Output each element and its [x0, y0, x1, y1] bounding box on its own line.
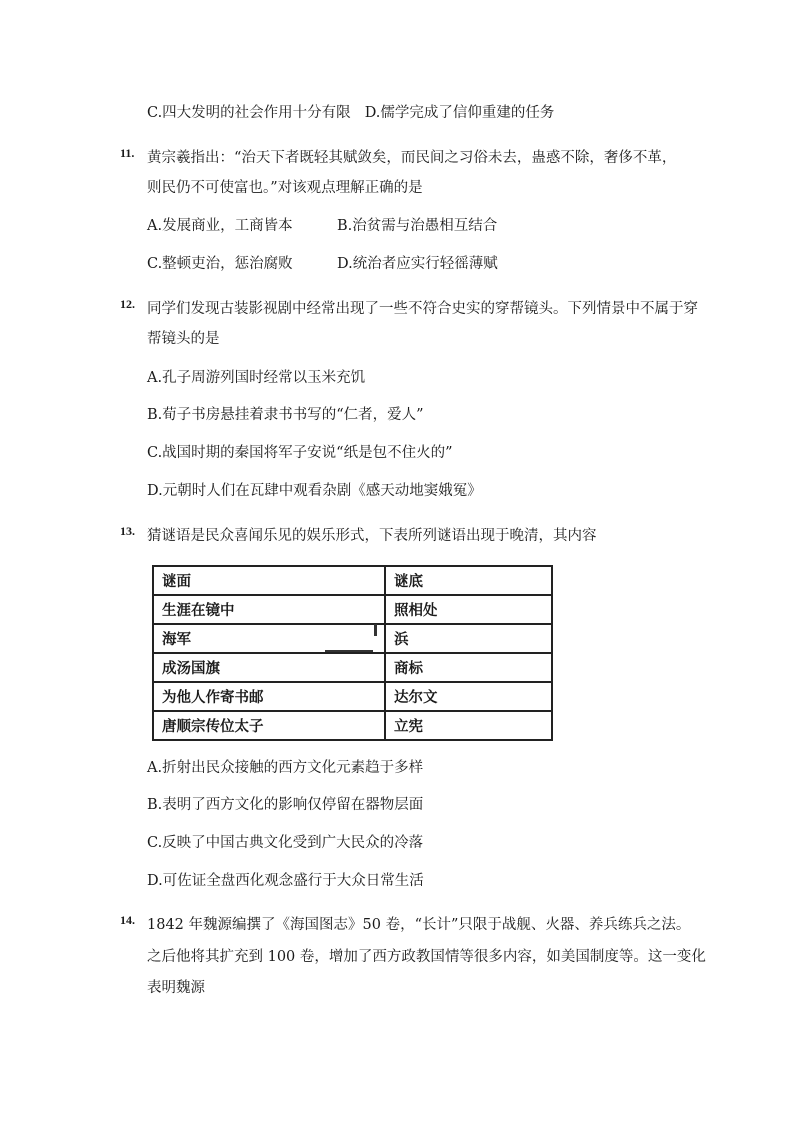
q13-option-c: C.反映了中国古典文化受到广大民众的冷落 — [147, 835, 424, 851]
q12-option-a: A.孔子周游列国时经常以玉米充饥 — [147, 370, 366, 386]
q14-number: 14. — [120, 913, 135, 927]
riddle-table — [152, 565, 553, 741]
q14-stem-line1: 1842 年魏源编撰了《海国图志》50 卷，“长计”只限于战舰、火器、养兵练兵之法。 — [147, 917, 691, 933]
q11-option-a: A.发展商业，工商皆本 — [147, 218, 293, 234]
q13-option-b: B.表明了西方文化的影响仅停留在器物层面 — [147, 797, 424, 813]
table-row — [153, 595, 552, 624]
q12-stem-line2: 帮镜头的是 — [147, 331, 220, 347]
q14-stem-line2: 之后他将其扩充到 100 卷，增加了西方政教国情等很多内容，如美国制度等。这一变化 — [147, 949, 706, 965]
q10-option-d: D.儒学完成了信仰重建的任务 — [364, 105, 555, 121]
table-header-answer: 谜底 — [385, 566, 552, 595]
table-cell-riddle: 成汤国旗 — [153, 653, 385, 682]
table-cell-riddle: 唐顺宗传位太子 — [153, 711, 385, 740]
q10-options-cd — [147, 103, 554, 123]
q12-stem-line1: 同学们发现古装影视剧中经常出现了一些不符合史实的穿帮镜头。下列情景中不属于穿 — [147, 301, 698, 317]
q12-option-d: D.元朝时人们在瓦肆中观看杂剧《感天动地窦娥冤》 — [147, 483, 482, 499]
table-cell-answer: 照相处 — [385, 595, 552, 624]
table-cell-riddle: 为他人作寄书邮 — [153, 682, 385, 711]
table-cell-riddle: 海军 — [153, 624, 385, 653]
table-cell-answer: 达尔文 — [385, 682, 552, 711]
q11-stem-line1: 黄宗羲指出：“治天下者既轻其赋敛矣，而民间之习俗未去，蛊惑不除，奢侈不革， — [147, 150, 677, 166]
table-header-riddle: 谜面 — [153, 566, 385, 595]
table-row — [153, 653, 552, 682]
q12-option-c: C.战国时期的秦国将军子安说“纸是包不住火的” — [147, 445, 453, 461]
q13-number: 13. — [120, 524, 135, 538]
q10-option-c: C.四大发明的社会作用十分有限 — [147, 105, 351, 121]
table-row — [153, 711, 552, 740]
table-cell-answer: 商标 — [385, 653, 552, 682]
q12-option-b: B.荀子书房悬挂着隶书书写的“仁者，爱人” — [147, 407, 424, 423]
q13-option-d: D.可佐证全盘西化观念盛行于大众日常生活 — [147, 873, 424, 889]
q11-option-c: C.整顿吏治，惩治腐败 — [147, 256, 293, 272]
table-header-row — [153, 566, 552, 595]
table-cell-answer: 浜 — [385, 624, 552, 653]
q13-option-a: A.折射出民众接触的西方文化元素趋于多样 — [147, 760, 424, 776]
table-row — [153, 682, 552, 711]
q11-number: 11. — [120, 146, 135, 160]
scan-artifact — [374, 624, 377, 636]
q11-stem-line2: 则民仍不可使富也。”对该观点理解正确的是 — [147, 180, 423, 196]
q13-stem: 猜谜语是民众喜闻乐见的娱乐形式，下表所列谜语出现于晚清，其内容 — [147, 528, 597, 544]
table-cell-riddle: 生涯在镜中 — [153, 595, 385, 624]
q11-option-b: B.治贫需与治愚相互结合 — [337, 218, 498, 234]
q12-number: 12. — [120, 297, 135, 311]
q14-stem-line3: 表明魏源 — [147, 980, 205, 996]
table-row — [153, 624, 552, 653]
scan-artifact — [325, 650, 373, 652]
table-cell-answer: 立宪 — [385, 711, 552, 740]
q11-option-d: D.统治者应实行轻徭薄赋 — [337, 256, 498, 272]
